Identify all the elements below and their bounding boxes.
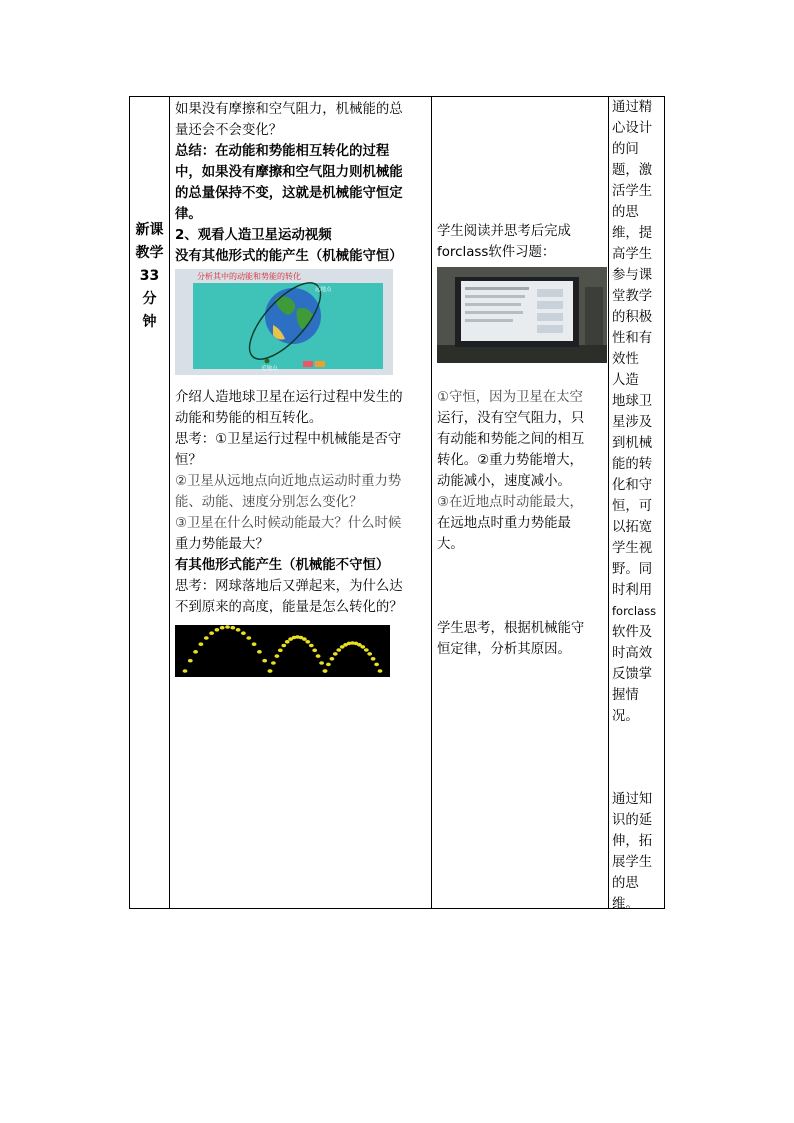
orbit-diagram xyxy=(175,269,393,375)
summary-line: 中，如果没有摩擦和空气阻力则机械能 xyxy=(175,165,403,180)
ball-mark xyxy=(309,644,314,648)
ball-mark xyxy=(257,650,262,654)
answer-line: 转化。②重力势能增大， xyxy=(437,453,583,468)
answer-line: 运行，没有空气阻力，只 xyxy=(437,411,585,426)
ball-mark xyxy=(371,657,376,661)
stage-minutes: 33 xyxy=(139,268,160,284)
ball-mark xyxy=(278,649,283,653)
think-1-line: 恒？ xyxy=(175,453,202,468)
think-2-line: ②卫星从远地点向近地点运动时重力势 xyxy=(175,474,402,489)
purpose-line: 高学生 xyxy=(612,247,653,262)
answer-line: 大。 xyxy=(437,537,464,552)
answer-line: ①守恒，因为卫星在太空 xyxy=(437,390,583,405)
stage-title-1: 新课 xyxy=(135,222,164,238)
conserved-heading: 没有其他形式的能产生（机械能守恒） xyxy=(175,249,403,264)
ball-mark xyxy=(220,626,225,630)
think-2-line: 能、动能、速度分别怎么变化？ xyxy=(175,495,363,510)
ball-mark xyxy=(225,625,230,629)
ball-mark xyxy=(360,645,365,649)
purpose-line: 性和有 xyxy=(612,331,653,346)
ball-mark xyxy=(252,642,257,646)
purpose-line: 的思 xyxy=(612,205,639,220)
purpose-line: 到机械 xyxy=(612,436,653,451)
classroom-screen-photo xyxy=(437,267,607,363)
ball-mark xyxy=(215,628,220,632)
purpose-line: 心设计 xyxy=(612,121,653,136)
ball-mark xyxy=(326,663,331,667)
purpose-line: 地球卫 xyxy=(612,394,653,409)
student-activity-cell xyxy=(431,97,608,908)
answer-line: 在远地点时重力势能最 xyxy=(437,516,571,531)
orbit-far-label: 远地点 xyxy=(315,287,332,293)
purpose-line: 效性 xyxy=(612,352,639,367)
purpose-line: 化和守 xyxy=(612,478,653,493)
purpose-line: 反馈掌 xyxy=(612,667,653,682)
ball-mark xyxy=(367,652,372,656)
purpose-line: 的积极 xyxy=(612,310,653,325)
purpose-line: 软件及 xyxy=(612,625,653,640)
teacher-activity-cell xyxy=(169,97,431,908)
purpose-line: 人造 xyxy=(612,373,639,388)
stage-cell xyxy=(130,97,169,908)
ball-mark xyxy=(316,654,321,658)
ball-mark xyxy=(378,669,383,673)
video-heading: 2、观看人造卫星运动视频 xyxy=(175,228,332,243)
ball-mark xyxy=(333,652,338,656)
ball-question-line: 不到原来的高度，能量是怎么转化的？ xyxy=(175,600,403,615)
ball-mark xyxy=(336,648,341,652)
ball-mark xyxy=(330,657,335,661)
question-line: 如果没有摩擦和空气阻力，机械能的总 xyxy=(175,102,403,117)
purpose-cell xyxy=(608,97,664,912)
ball-mark xyxy=(183,669,188,673)
purpose-line: 维。 xyxy=(612,897,639,912)
ball-mark xyxy=(271,661,276,665)
ball-mark xyxy=(262,659,267,663)
purpose-line: 况。 xyxy=(612,709,639,724)
ball-mark xyxy=(236,628,241,632)
purpose-line: 伸，拓 xyxy=(612,834,653,849)
orbit-slide-title: 分析其中的动能和势能的转化 xyxy=(197,272,301,281)
purpose-line: 学生视 xyxy=(612,541,653,556)
ball-mark xyxy=(268,669,273,673)
bouncing-ball-trail xyxy=(175,625,390,677)
purpose-line: 参与课 xyxy=(612,268,653,283)
nonconserved-heading: 有其他形式能产生（机械能不守恒） xyxy=(175,558,390,573)
ball-mark xyxy=(281,644,286,648)
ball-mark xyxy=(193,650,198,654)
purpose-line: 能的转 xyxy=(612,457,653,472)
stage-unit-2: 钟 xyxy=(142,314,157,330)
ball-mark xyxy=(323,669,328,673)
stage-unit-1: 分 xyxy=(142,291,157,307)
purpose-line: 的思 xyxy=(612,876,639,891)
ball-mark xyxy=(204,636,209,640)
think-1-line: 思考：①卫星运行过程中机械能是否守 xyxy=(175,432,402,447)
purpose-line: 时利用 xyxy=(612,583,653,598)
ball-mark xyxy=(230,626,235,630)
student-think-line: 学生思考，根据机械能守 xyxy=(437,621,585,636)
summary-line: 律。 xyxy=(175,207,202,222)
answer-line: ③在近地点时动能最大， xyxy=(437,495,583,510)
ball-mark xyxy=(364,648,369,652)
intro-line: 动能和势能的相互转化。 xyxy=(175,411,323,426)
ball-mark xyxy=(285,640,290,644)
think-3-line: 重力势能最大？ xyxy=(175,537,269,552)
question-line: 量还会不会变化？ xyxy=(175,123,283,138)
bouncing-ball-image xyxy=(175,625,390,677)
purpose-line: 识的延 xyxy=(612,813,653,828)
read-line: forclass软件习题： xyxy=(437,245,556,260)
ball-mark xyxy=(302,637,307,641)
purpose-line: 恒，可 xyxy=(612,499,653,514)
think-3-line: ③卫星在什么时候动能最大？什么时候 xyxy=(175,516,402,531)
purpose-line: 通过精 xyxy=(612,100,653,115)
ball-mark xyxy=(241,631,246,635)
purpose-line: 堂教学 xyxy=(612,289,653,304)
ball-mark xyxy=(319,661,324,665)
summary-line: 的总量保持不变，这就是机械能守恒定 xyxy=(175,186,403,201)
orbit-near-label: 近地点 xyxy=(261,366,278,372)
purpose-line: forclass xyxy=(612,604,657,618)
ball-mark xyxy=(305,640,310,644)
purpose-line: 握情 xyxy=(612,688,639,703)
ball-mark xyxy=(188,659,193,663)
purpose-line: 通过知 xyxy=(612,792,653,807)
ball-mark xyxy=(199,642,204,646)
purpose-line: 题，激 xyxy=(612,163,653,178)
satellite-orbit-image xyxy=(175,269,393,375)
ball-question-line: 思考：网球落地后又弹起来，为什么达 xyxy=(175,579,403,594)
purpose-line: 的问 xyxy=(612,142,639,157)
purpose-line: 以拓宽 xyxy=(612,520,653,535)
ball-mark xyxy=(246,636,251,640)
read-line: 学生阅读并思考后完成 xyxy=(437,224,571,239)
answer-line: 动能减小，速度减小。 xyxy=(437,474,571,489)
purpose-line: 野。同 xyxy=(612,562,653,577)
ball-mark xyxy=(209,631,214,635)
answer-line: 有动能和势能之间的相互 xyxy=(437,432,585,447)
student-think-line: 恒定律，分析其原因。 xyxy=(437,642,571,657)
ball-mark xyxy=(374,663,379,667)
purpose-line: 时高效 xyxy=(612,646,653,661)
summary-line: 总结：在动能和势能相互转化的过程 xyxy=(175,144,390,159)
lesson-plan-table xyxy=(129,96,665,912)
purpose-line: 维，提 xyxy=(612,226,653,241)
ball-mark xyxy=(275,654,280,658)
ball-mark xyxy=(312,649,317,653)
purpose-line: 星涉及 xyxy=(612,415,653,430)
intro-line: 介绍人造地球卫星在运行过程中发生的 xyxy=(175,390,403,405)
stage-title-2: 教学 xyxy=(135,245,164,261)
purpose-line: 活学生 xyxy=(612,184,653,199)
purpose-line: 展学生 xyxy=(612,855,653,870)
